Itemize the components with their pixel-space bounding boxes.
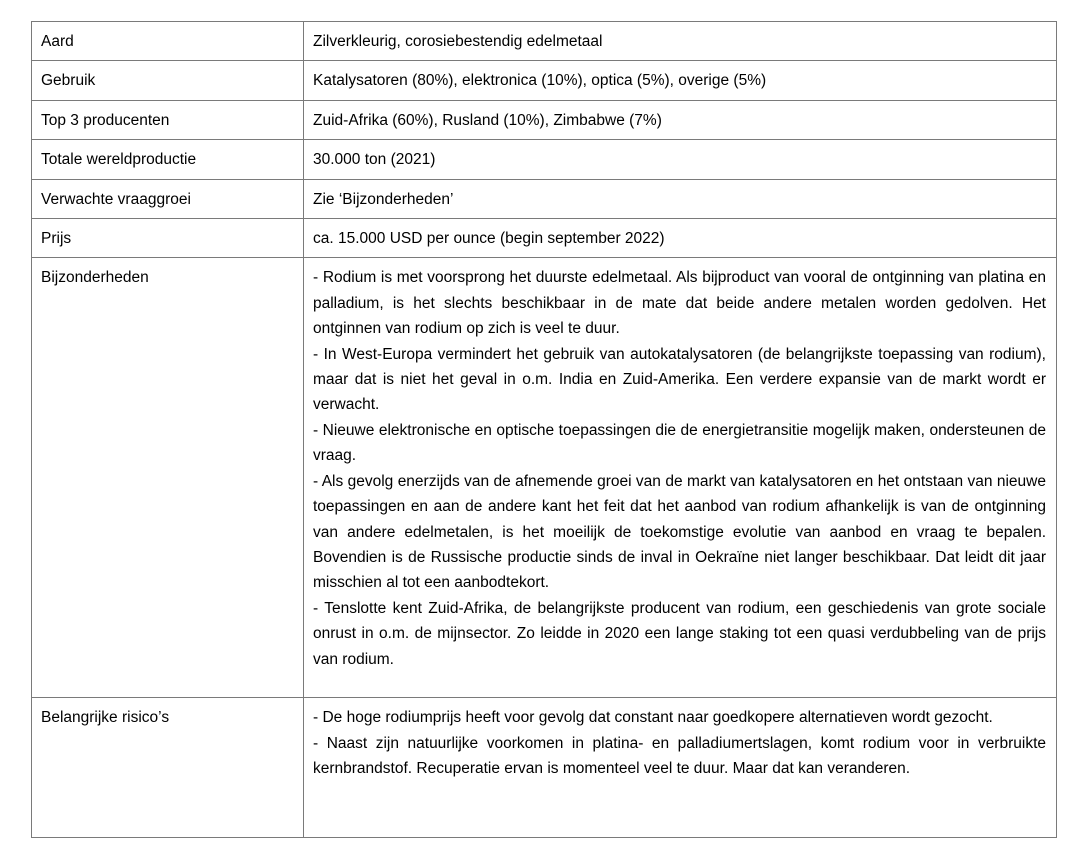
bijzonderheden-paragraph-4: - Als gevolg enerzijds van de afnemende groei van de markt van katalysatoren en het ontstaan van nieuwe toepassingen en aan de andere kant het feit dat het aanbod van rodium afhankelijk is van de ontginning van andere edelmetalen, is het moeilijk de toekomstige evolutie van aanbod en vraag te bepalen. Bovendien is de Russische productie sinds de inval in Oekraïne niet langer beschikbaar. Dat leidt dit jaar misschien al tot een aanbodtekort. bbox=[313, 472, 1046, 592]
row-value-producenten: Zuid-Afrika (60%), Rusland (10%), Zimbabwe (7%) bbox=[304, 100, 1057, 139]
table-row-producenten bbox=[32, 100, 1057, 139]
risicos-paragraph-2: - Naast zijn natuurlijke voorkomen in platina- en palladiumertslagen, komt rodium voor in verbruikte kernbrandstof. Recuperatie ervan is momenteel veel te duur. Maar dat kan veranderen. bbox=[313, 734, 1046, 778]
row-value-vraaggroei: Zie ‘Bijzonderheden’ bbox=[304, 179, 1057, 218]
row-value-risicos bbox=[304, 698, 1057, 838]
row-label-gebruik: Gebruik bbox=[32, 61, 304, 100]
row-label-wereldproductie: Totale wereldproductie bbox=[32, 140, 304, 179]
row-label-producenten: Top 3 producenten bbox=[32, 100, 304, 139]
row-value-bijzonderheden bbox=[304, 258, 1057, 698]
row-label-risicos: Belangrijke risico’s bbox=[32, 698, 304, 838]
row-label-prijs: Prijs bbox=[32, 219, 304, 258]
row-label-vraaggroei: Verwachte vraaggroei bbox=[32, 179, 304, 218]
row-label-aard: Aard bbox=[32, 22, 304, 61]
risicos-paragraph-1: - De hoge rodiumprijs heeft voor gevolg dat constant naar goedkopere alternatieven wordt gezocht. bbox=[313, 709, 993, 727]
bijzonderheden-paragraph-5: - Tenslotte kent Zuid-Afrika, de belangrijkste producent van rodium, een geschiedenis van grote sociale onrust in o.m. de mijnsector. Zo leidde in 2020 een lange staking tot een quasi verdubbeling van de prijs van rodium. bbox=[313, 599, 1046, 668]
bijzonderheden-paragraph-1: - Rodium is met voorsprong het duurste edelmetaal. Als bijproduct van vooral de ontginning van platina en palladium, is het slechts beschikbaar in de mate dat beide andere metalen worden gedolven. Het ontginnen van rodium op zich is veel te duur. bbox=[313, 269, 1046, 338]
table-row-wereldproductie bbox=[32, 140, 1057, 179]
bijzonderheden-paragraph-3: - Nieuwe elektronische en optische toepassingen die de energietransitie mogelijk maken, ondersteunen de vraag. bbox=[313, 421, 1046, 465]
row-value-prijs: ca. 15.000 USD per ounce (begin september 2022) bbox=[304, 219, 1057, 258]
row-value-gebruik: Katalysatoren (80%), elektronica (10%), optica (5%), overige (5%) bbox=[304, 61, 1057, 100]
table-row-gebruik bbox=[32, 61, 1057, 100]
row-value-aard: Zilverkleurig, corosiebestendig edelmetaal bbox=[304, 22, 1057, 61]
properties-table bbox=[31, 21, 1057, 838]
row-value-wereldproductie: 30.000 ton (2021) bbox=[304, 140, 1057, 179]
bijzonderheden-paragraph-2: - In West-Europa vermindert het gebruik van autokatalysatoren (de belangrijkste toepassing van rodium), maar dat is niet het geval in o.m. India en Zuid-Amerika. Een verdere expansie van de markt wordt er verwacht. bbox=[313, 345, 1046, 414]
row-label-bijzonderheden: Bijzonderheden bbox=[32, 258, 304, 698]
table-row-vraaggroei bbox=[32, 179, 1057, 218]
document-page bbox=[31, 21, 1057, 838]
table-row-aard bbox=[32, 22, 1057, 61]
table-row-risicos bbox=[32, 698, 1057, 838]
table-row-bijzonderheden bbox=[32, 258, 1057, 698]
table-row-prijs bbox=[32, 219, 1057, 258]
